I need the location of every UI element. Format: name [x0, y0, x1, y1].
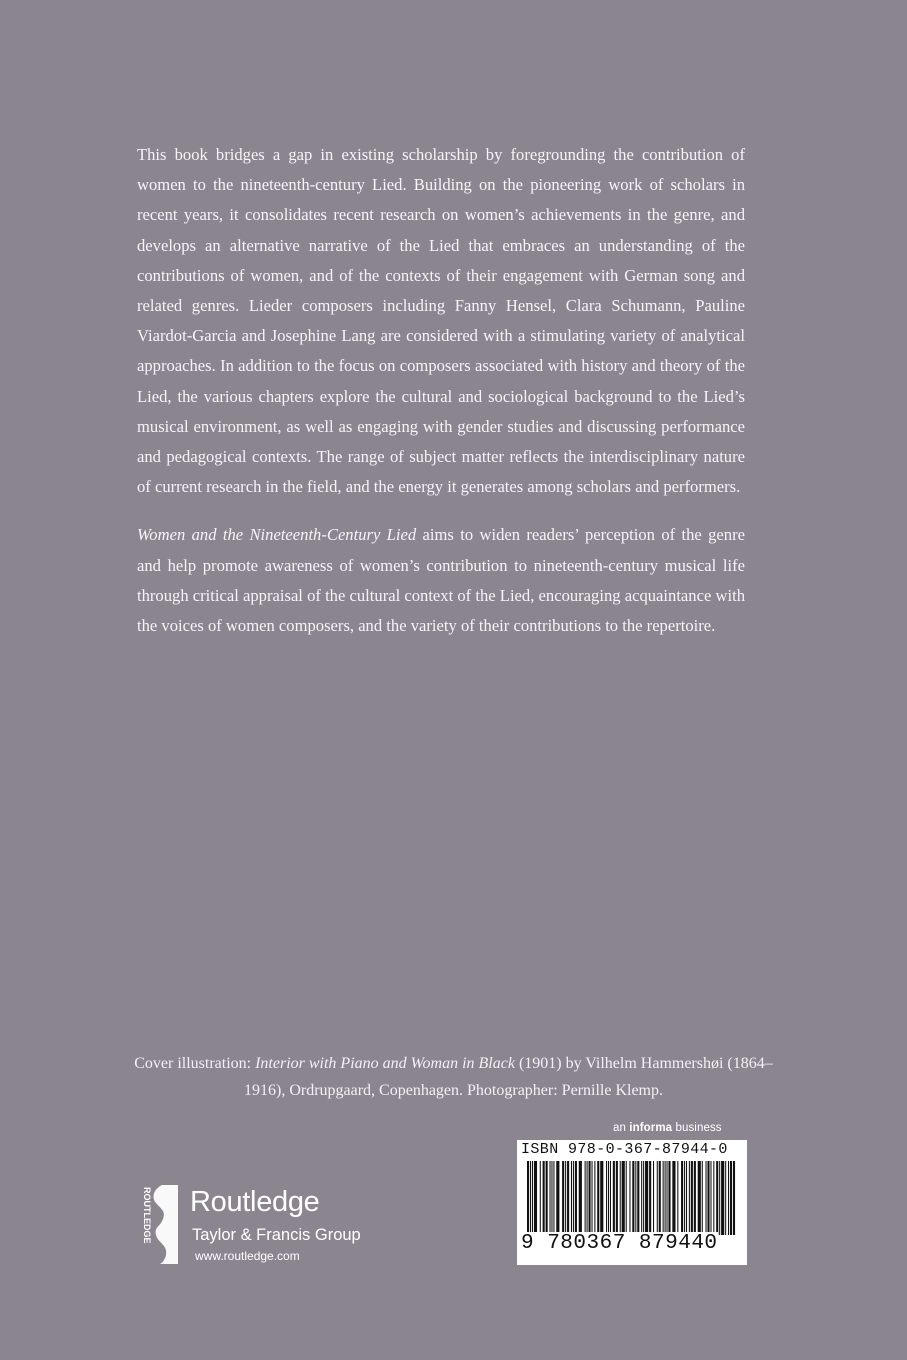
barcode-bar: [543, 1161, 545, 1235]
publisher-logo: [132, 1183, 392, 1273]
barcode-bar: [527, 1161, 529, 1235]
barcode-bar: [635, 1161, 636, 1235]
barcode-bar: [665, 1161, 666, 1235]
barcode-bar: [597, 1161, 599, 1235]
barcode-bar: [532, 1161, 533, 1235]
barcode-bar: [694, 1161, 696, 1235]
barcode-bar: [629, 1161, 630, 1235]
barcode-bar: [710, 1161, 711, 1235]
cover-credit: [120, 1050, 787, 1104]
barcode-bar: [725, 1161, 726, 1235]
barcode-bar: [728, 1161, 729, 1235]
barcode-bar: [698, 1161, 701, 1235]
barcode-bar: [706, 1161, 707, 1235]
barcode-bar: [550, 1161, 551, 1235]
barcode-bar: [641, 1161, 642, 1235]
barcode-bar: [713, 1161, 714, 1235]
barcode-digits: 9 780367 879440: [521, 1232, 718, 1255]
barcode-bar: [620, 1161, 621, 1235]
barcode-bar: [643, 1161, 644, 1235]
barcode-bar: [610, 1161, 611, 1235]
barcode-bar: [649, 1161, 651, 1235]
barcode-bar: [657, 1161, 658, 1235]
barcode-bar: [556, 1161, 559, 1235]
barcode-bar: [613, 1161, 615, 1235]
barcode-bar: [562, 1161, 564, 1235]
barcode-bar: [719, 1161, 720, 1235]
informa-post: business: [672, 1122, 722, 1134]
publisher-group: Taylor & Francis Group: [192, 1226, 361, 1244]
barcode-bar: [663, 1161, 664, 1235]
barcode-bar: [567, 1161, 569, 1235]
blurb-paragraph-2: [137, 520, 745, 641]
barcode-bar: [587, 1161, 588, 1235]
barcode-bar: [600, 1161, 603, 1235]
barcode-bar: [551, 1161, 552, 1235]
informa-brand: informa: [629, 1122, 673, 1134]
credit-suffix: (1901) by Vilhelm Hammershøi (1864–1916), Ordrupgaard, Copenhagen. Photographer: Pernille Klemp.: [243, 1055, 773, 1099]
barcode-bar: [589, 1161, 591, 1235]
barcode-bar: [691, 1161, 693, 1235]
barcode-bar: [721, 1161, 724, 1235]
barcode-bar: [585, 1161, 586, 1235]
barcode-bar: [702, 1161, 703, 1235]
barcode-bar: [632, 1161, 634, 1235]
barcode-bar: [565, 1161, 566, 1235]
routledge-emblem-icon: [132, 1183, 182, 1265]
informa-tagline: [613, 1122, 722, 1134]
barcode-bar: [622, 1161, 625, 1235]
barcode-bar: [677, 1161, 678, 1235]
logo-side-text: ROUTLEDGE: [142, 1187, 152, 1244]
barcode-bars: [527, 1161, 737, 1235]
barcode-bar: [575, 1161, 577, 1235]
barcode-bar: [546, 1161, 548, 1235]
barcode-bar: [608, 1161, 609, 1235]
blurb: [137, 140, 745, 659]
barcode-bar: [689, 1161, 690, 1235]
publisher-name: Routledge: [190, 1186, 320, 1218]
barcode-bar: [667, 1161, 668, 1235]
barcode-bar: [686, 1161, 687, 1235]
barcode-bar: [616, 1161, 618, 1235]
barcode-bar: [659, 1161, 661, 1235]
barcode-bar: [684, 1161, 685, 1235]
barcode-bar: [594, 1161, 595, 1235]
barcode-bar: [653, 1161, 654, 1235]
barcode-bar: [530, 1161, 531, 1235]
isbn-label: ISBN 978-0-367-87944-0: [521, 1141, 728, 1158]
informa-pre: an: [613, 1122, 630, 1134]
barcode-bar: [540, 1161, 541, 1235]
blurb-paragraph-1: This book bridges a gap in existing scholarship by foregrounding the contribution of women to the nineteenth-century Lied. Building on the pioneering work of scholars in recent years, it consolidates recent research on women’s achievements in the genre, and develops an alternative narrative of the Lied that embraces an understanding of the contributions of women, and of the contexts of their engagement with German song and related genres. Lieder composers including Fanny Hensel, Clara Schumann, Pauline Viardot-Garcia and Josephine Lang are considered with a stimulating variety of analytical approaches. In addition to the focus on composers associated with history and theory of the Lied, the various chapters explore the cultural and sociological background to the Lied’s musical environment, as well as engaging with gender studies and discussing performance and pedagogical contexts. The range of subject matter reflects the interdisciplinary nature of current research in the field, and the energy it generates among scholars and performers.: [137, 145, 745, 497]
barcode-bar: [681, 1161, 683, 1235]
barcode-bar: [553, 1161, 554, 1235]
barcode-bar: [730, 1161, 732, 1235]
barcode-bar: [733, 1161, 735, 1235]
barcode-bar: [626, 1161, 627, 1235]
barcode-bar: [571, 1161, 572, 1235]
artwork-title: Interior with Piano and Woman in Black: [255, 1055, 515, 1072]
barcode-bar: [606, 1161, 607, 1235]
barcode-bar: [637, 1161, 639, 1235]
barcode-bar: [645, 1161, 648, 1235]
barcode: [517, 1140, 747, 1265]
barcode-bar: [592, 1161, 593, 1235]
book-title: Women and the Nineteenth-Century Lied: [137, 525, 417, 545]
credit-prefix: Cover illustration:: [134, 1055, 256, 1072]
barcode-bar: [573, 1161, 574, 1235]
barcode-bar: [579, 1161, 582, 1235]
barcode-bar: [534, 1161, 537, 1235]
publisher-url: www.routledge.com: [195, 1249, 300, 1263]
barcode-bar: [672, 1161, 675, 1235]
barcode-bar: [707, 1161, 709, 1235]
blurb-paragraph-2-text: aims to widen readers’ perception of the genre and help promote awareness of women’s contribution to nineteenth-century musical life through critical appraisal of the cultural context of the Lied, encouraging acquaintance with the voices of women composers, and the variety of their contributions to the repertoire.: [137, 525, 745, 636]
barcode-bar: [716, 1161, 718, 1235]
barcode-bar: [668, 1161, 670, 1235]
